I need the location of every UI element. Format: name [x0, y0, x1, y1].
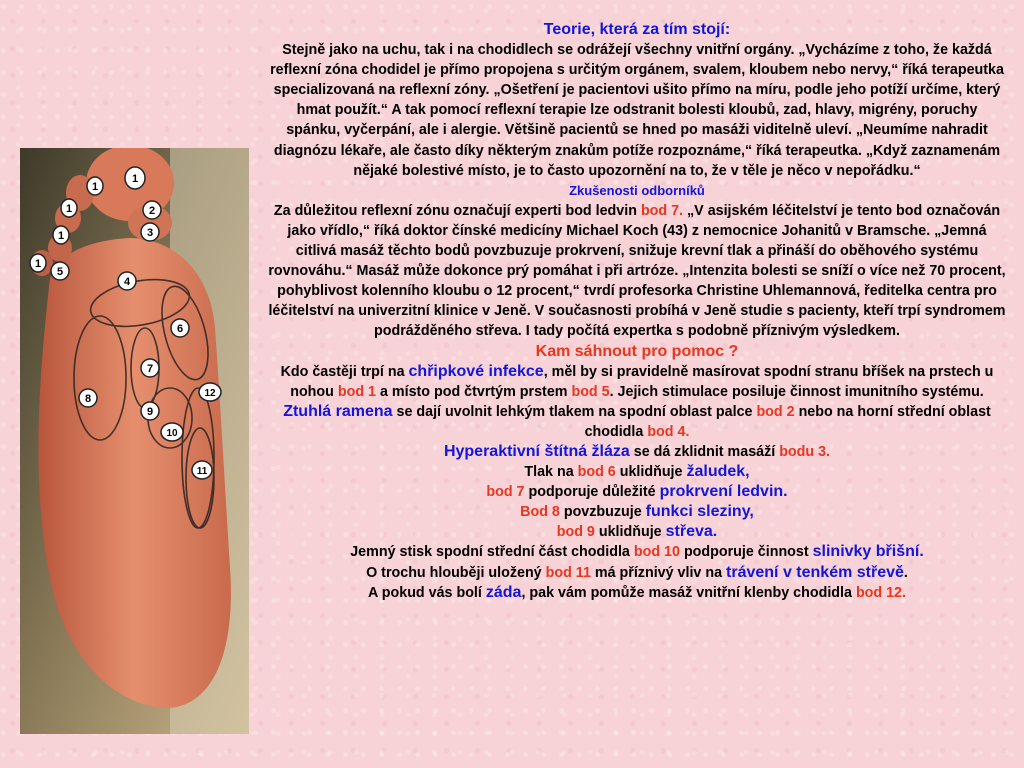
pancreas-line: Jemný stisk spodní střední část chodidla bod 10 podporuje činnost slinivky břišní.	[350, 543, 924, 561]
svg-text:1: 1	[65, 203, 73, 215]
point-5	[51, 262, 69, 280]
svg-text:6: 6	[176, 323, 184, 335]
svg-text:9: 9	[146, 406, 154, 418]
svg-text:1: 1	[34, 258, 42, 270]
svg-text:1: 1	[57, 230, 65, 242]
experts-paragraph: Za důležitou reflexní zónu označují experti bod ledvin bod 7. „V asijském léčitelství je tento bod označován jako vřídlo,“ říká doktor čínské medicíny Michael Koch (43) z nemocnice Johanitů v Bramsche. „Jemná citlivá masáž těchto bodů povzbuzuje prokrvení, snižuje krevní tlak a přináší do oběhového systému rovnováhu.“ Masáž může dokonce prý pomáhat i při artróze. „Intenzita bolesti se sníží o více než 70 procent, pohyblivost kolenního kloubu o 12 procent,“ tvrdí profesorka Christine Uhlemannová, ředitelka centra pro léčitelství na univerzitní klinice v Jeně. V současnosti probíhá v Jeně studie s pacienty, kteří trpí syndromem podrážděného střeva. I tady počítá expertka s podobně příznivým výsledkem.	[268, 202, 1006, 340]
svg-text:4: 4	[123, 276, 131, 288]
back-line: A pokud vás bolí záda, pak vám pomůže masáž vnitřní klenby chodidla bod 12.	[368, 583, 906, 601]
flu-paragraph: Kdo častěji trpí na chřipkové infekce, měl by si pravidelně masírovat spodní stranu bříšek na prstech u nohou bod 1 a místo pod čtvrtým prstem bod 5. Jejich stimulace posiluje činnost imunitního systému.	[280, 362, 994, 400]
intestine-line: bod 9 uklidňuje střeva.	[556, 523, 718, 541]
point-6	[171, 319, 189, 337]
point-2	[143, 201, 161, 219]
point-7	[141, 359, 159, 377]
subheading-experts: Zkušenosti odborníků	[569, 182, 705, 198]
point-1-second-toe	[87, 177, 103, 195]
point-9	[141, 402, 159, 420]
point-1-fourth-toe	[53, 226, 69, 244]
svg-text:5: 5	[56, 266, 64, 278]
svg-text:1: 1	[91, 181, 99, 193]
svg-text:2: 2	[148, 205, 156, 217]
point-1-third-toe	[61, 199, 77, 217]
thyroid-line: Hyperaktivní štítná žláza se dá zklidnit masáží bodu 3.	[443, 442, 831, 460]
point-10	[161, 423, 183, 441]
point-8	[79, 389, 97, 407]
shoulders-paragraph: Ztuhlá ramena se dají uvolnit lehkým tlakem na spodní oblast palce bod 2 nebo na horní střední oblast chodidla bod 4.	[283, 402, 991, 440]
help-heading: Kam sáhnout pro pomoc ?	[535, 342, 739, 360]
svg-text:8: 8	[84, 393, 92, 405]
kidneys-line: bod 7 podporuje důležité prokrvení ledvin.	[486, 483, 788, 501]
point-1-little-toe	[30, 254, 46, 272]
svg-text:3: 3	[146, 227, 154, 239]
foot-illustration	[20, 148, 249, 734]
article-text	[268, 20, 1006, 603]
point-3	[141, 223, 159, 241]
svg-text:7: 7	[146, 363, 154, 375]
stomach-line: Tlak na bod 6 uklidňuje žaludek,	[524, 463, 750, 481]
foot-reflexology-photo	[20, 148, 249, 734]
article-heading: Teorie, která za tím stojí:	[543, 21, 731, 38]
svg-text:1: 1	[131, 173, 139, 185]
intro-paragraph: Stejně jako na uchu, tak i na chodidlech se odrážejí všechny vnitřní orgány. „Vycházíme z toho, že každá reflexní zóna chodidel je přímo propojena s určitým orgánem, svalem, kloubem nebo nervy,“ říká terapeutka specializovaná na reflexní zóny. „Ošetření je pacientovi ušito přímo na míru, podle jeho potíží určíme, který hmat použít.“ A tak pomocí reflexní terapie lze odstranit bolesti kloubů, zad, hlavy, migrény, poruchy spánku, vyčerpání, ale i alergie. Většině pacientů se hned po masáži viditelně uleví. „Neumíme nahradit diagnózu lékaře, ale často díky některým znakům potíže rozpoznáme,“ říká terapeutka. „Když zaznamenám nějaké bolestivé místo, je to často upozornění na to, že v těle je něco v nepořádku.“	[270, 42, 1004, 179]
digestion-line: O trochu hlouběji uložený bod 11 má příznivý vliv na trávení v tenkém střevě.	[366, 563, 908, 581]
point-1-big-toe	[125, 167, 145, 189]
spleen-line: Bod 8 povzbuzuje funkci sleziny,	[520, 503, 754, 521]
svg-text:11: 11	[196, 466, 208, 477]
point-11	[192, 461, 212, 479]
point-12	[199, 383, 221, 401]
svg-text:12: 12	[204, 388, 216, 399]
point-4	[118, 272, 136, 290]
svg-text:10: 10	[166, 428, 178, 439]
